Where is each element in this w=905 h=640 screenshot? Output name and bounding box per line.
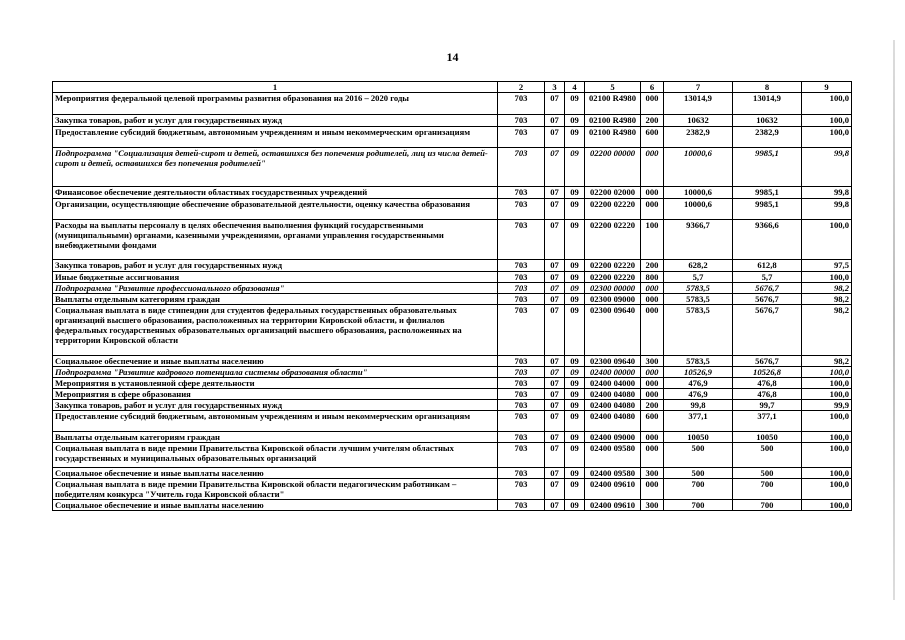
row-value-cell: 500 (664, 443, 733, 468)
row-value-cell: 200 (641, 260, 664, 272)
row-value-cell: 02400 09610 (585, 479, 641, 500)
row-value-cell: 99,9 (802, 400, 852, 411)
row-value-cell: 000 (641, 93, 664, 115)
row-value-cell: 97,5 (802, 260, 852, 272)
row-value-cell: 02100 R4980 (585, 93, 641, 115)
row-value-cell: 07 (545, 260, 565, 272)
row-value-cell: 09 (565, 127, 585, 148)
row-name-cell: Выплаты отдельным категориям граждан (53, 294, 498, 305)
table-row (53, 294, 852, 305)
row-value-cell: 600 (641, 411, 664, 432)
table-row (53, 199, 852, 220)
row-value-cell: 000 (641, 367, 664, 378)
row-value-cell: 09 (565, 500, 585, 511)
row-value-cell: 07 (545, 148, 565, 187)
row-value-cell: 600 (641, 127, 664, 148)
row-value-cell: 703 (498, 356, 545, 367)
row-value-cell: 09 (565, 115, 585, 127)
row-value-cell: 07 (545, 500, 565, 511)
row-value-cell: 703 (498, 115, 545, 127)
table-row (53, 400, 852, 411)
row-value-cell: 02300 00000 (585, 283, 641, 294)
row-value-cell: 07 (545, 443, 565, 468)
row-value-cell: 703 (498, 443, 545, 468)
column-header: 1 (53, 82, 498, 93)
row-value-cell: 5783,5 (664, 356, 733, 367)
row-value-cell: 000 (641, 432, 664, 443)
row-value-cell: 07 (545, 294, 565, 305)
row-name-cell: Финансовое обеспечение деятельности областных государственных учреждений (53, 187, 498, 199)
row-value-cell: 02200 02220 (585, 272, 641, 283)
row-value-cell: 07 (545, 283, 565, 294)
row-value-cell: 10526,9 (664, 367, 733, 378)
row-value-cell: 02300 09640 (585, 356, 641, 367)
row-name-cell: Мероприятия федеральной целевой программы развития образования на 2016 – 2020 годы (53, 93, 498, 115)
row-value-cell: 800 (641, 272, 664, 283)
row-value-cell: 628,2 (664, 260, 733, 272)
row-value-cell: 000 (641, 443, 664, 468)
table-row (53, 93, 852, 115)
row-value-cell: 10050 (664, 432, 733, 443)
row-value-cell: 200 (641, 115, 664, 127)
row-value-cell: 700 (733, 500, 802, 511)
row-value-cell: 100,0 (802, 220, 852, 260)
row-value-cell: 07 (545, 367, 565, 378)
row-value-cell: 703 (498, 283, 545, 294)
table-row (53, 115, 852, 127)
row-value-cell: 5,7 (733, 272, 802, 283)
table-row (53, 187, 852, 199)
row-value-cell: 5,7 (664, 272, 733, 283)
row-name-cell: Выплаты отдельным категориям граждан (53, 432, 498, 443)
row-value-cell: 300 (641, 500, 664, 511)
row-value-cell: 300 (641, 356, 664, 367)
row-value-cell: 02400 09580 (585, 443, 641, 468)
row-value-cell: 703 (498, 432, 545, 443)
row-value-cell: 07 (545, 356, 565, 367)
row-value-cell: 07 (545, 468, 565, 479)
row-value-cell: 07 (545, 115, 565, 127)
table-row (53, 443, 852, 468)
row-value-cell: 9366,6 (733, 220, 802, 260)
row-value-cell: 98,2 (802, 356, 852, 367)
row-value-cell: 000 (641, 305, 664, 356)
row-value-cell: 07 (545, 93, 565, 115)
row-value-cell: 000 (641, 148, 664, 187)
row-value-cell: 703 (498, 148, 545, 187)
row-value-cell: 02400 09580 (585, 468, 641, 479)
row-value-cell: 703 (498, 93, 545, 115)
row-value-cell: 98,2 (802, 283, 852, 294)
row-value-cell: 09 (565, 432, 585, 443)
row-name-cell: Предоставление субсидий бюджетным, автономным учреждениям и иным некоммерческим организациям (53, 127, 498, 148)
table-row (53, 367, 852, 378)
row-value-cell: 02300 09000 (585, 294, 641, 305)
row-value-cell: 9985,1 (733, 199, 802, 220)
column-header: 3 (545, 82, 565, 93)
row-value-cell: 100,0 (802, 389, 852, 400)
row-value-cell: 02400 04080 (585, 411, 641, 432)
table-row (53, 305, 852, 356)
row-value-cell: 100,0 (802, 272, 852, 283)
row-value-cell: 5783,5 (664, 294, 733, 305)
column-header: 8 (733, 82, 802, 93)
row-value-cell: 100,0 (802, 378, 852, 389)
row-value-cell: 09 (565, 356, 585, 367)
row-value-cell: 09 (565, 443, 585, 468)
row-value-cell: 09 (565, 389, 585, 400)
row-name-cell: Подпрограмма "Развитие кадрового потенциала системы образования области" (53, 367, 498, 378)
row-name-cell: Подпрограмма "Развитие профессионального образования" (53, 283, 498, 294)
row-name-cell: Закупка товаров, работ и услуг для государственных нужд (53, 400, 498, 411)
row-value-cell: 000 (641, 199, 664, 220)
row-value-cell: 612,8 (733, 260, 802, 272)
row-value-cell: 09 (565, 260, 585, 272)
row-value-cell: 476,8 (733, 378, 802, 389)
row-value-cell: 02400 04000 (585, 378, 641, 389)
row-value-cell: 02200 02220 (585, 220, 641, 260)
row-value-cell: 100,0 (802, 432, 852, 443)
row-value-cell: 100,0 (802, 500, 852, 511)
table-row (53, 260, 852, 272)
row-value-cell: 10632 (733, 115, 802, 127)
row-value-cell: 703 (498, 260, 545, 272)
row-value-cell: 100,0 (802, 93, 852, 115)
row-name-cell: Социальное обеспечение и иные выплаты населению (53, 500, 498, 511)
row-value-cell: 07 (545, 305, 565, 356)
row-value-cell: 100,0 (802, 411, 852, 432)
row-value-cell: 703 (498, 294, 545, 305)
row-value-cell: 000 (641, 187, 664, 199)
row-value-cell: 703 (498, 400, 545, 411)
table-row (53, 479, 852, 500)
column-header: 5 (585, 82, 641, 93)
row-value-cell: 377,1 (733, 411, 802, 432)
row-value-cell: 703 (498, 479, 545, 500)
row-value-cell: 10000,6 (664, 148, 733, 187)
row-value-cell: 02400 09000 (585, 432, 641, 443)
row-value-cell: 5783,5 (664, 305, 733, 356)
row-value-cell: 13014,9 (733, 93, 802, 115)
table-row (53, 220, 852, 260)
row-value-cell: 703 (498, 411, 545, 432)
page-number: 14 (446, 50, 459, 64)
table-row (53, 500, 852, 511)
row-value-cell: 09 (565, 400, 585, 411)
row-value-cell: 476,8 (733, 389, 802, 400)
row-value-cell: 99,8 (802, 148, 852, 187)
row-value-cell: 07 (545, 378, 565, 389)
scan-edge-mark (893, 40, 895, 600)
row-value-cell: 100,0 (802, 367, 852, 378)
row-value-cell: 07 (545, 389, 565, 400)
row-value-cell: 09 (565, 187, 585, 199)
row-value-cell: 703 (498, 468, 545, 479)
row-value-cell: 99,8 (802, 199, 852, 220)
row-value-cell: 07 (545, 479, 565, 500)
row-value-cell: 500 (664, 468, 733, 479)
row-value-cell: 9985,1 (733, 148, 802, 187)
row-value-cell: 703 (498, 272, 545, 283)
row-value-cell: 703 (498, 367, 545, 378)
row-value-cell: 9366,7 (664, 220, 733, 260)
table-row (53, 411, 852, 432)
row-value-cell: 02200 00000 (585, 148, 641, 187)
row-value-cell: 07 (545, 127, 565, 148)
row-value-cell: 02400 00000 (585, 367, 641, 378)
row-value-cell: 10000,6 (664, 199, 733, 220)
row-value-cell: 100 (641, 220, 664, 260)
row-value-cell: 10000,6 (664, 187, 733, 199)
row-value-cell: 09 (565, 378, 585, 389)
row-value-cell: 07 (545, 272, 565, 283)
row-value-cell: 99,8 (664, 400, 733, 411)
row-value-cell: 703 (498, 305, 545, 356)
row-name-cell: Иные бюджетные ассигнования (53, 272, 498, 283)
row-value-cell: 09 (565, 479, 585, 500)
table-header-row (53, 82, 852, 93)
row-value-cell: 07 (545, 400, 565, 411)
table-row (53, 432, 852, 443)
row-value-cell: 10526,8 (733, 367, 802, 378)
row-value-cell: 000 (641, 378, 664, 389)
row-name-cell: Расходы на выплаты персоналу в целях обеспечения выполнения функций государственными (муниципальными) органами, казенными учреждениями, органами управления государственными внебюджетными фондами (53, 220, 498, 260)
row-value-cell: 07 (545, 199, 565, 220)
row-value-cell: 09 (565, 305, 585, 356)
row-value-cell: 07 (545, 220, 565, 260)
row-name-cell: Мероприятия в сфере образования (53, 389, 498, 400)
row-value-cell: 9985,1 (733, 187, 802, 199)
row-value-cell: 100,0 (802, 468, 852, 479)
table-row (53, 468, 852, 479)
row-value-cell: 98,2 (802, 294, 852, 305)
row-value-cell: 02400 09610 (585, 500, 641, 511)
row-value-cell: 000 (641, 479, 664, 500)
row-value-cell: 703 (498, 378, 545, 389)
row-value-cell: 500 (733, 468, 802, 479)
row-value-cell: 000 (641, 389, 664, 400)
row-value-cell: 476,9 (664, 389, 733, 400)
budget-table (52, 81, 852, 511)
table-row (53, 283, 852, 294)
row-value-cell: 02400 04080 (585, 400, 641, 411)
row-value-cell: 09 (565, 283, 585, 294)
row-value-cell: 5676,7 (733, 356, 802, 367)
row-value-cell: 2382,9 (664, 127, 733, 148)
row-value-cell: 09 (565, 199, 585, 220)
row-name-cell: Предоставление субсидий бюджетным, автономным учреждениям и иным некоммерческим организациям (53, 411, 498, 432)
table-row (53, 148, 852, 187)
column-header: 2 (498, 82, 545, 93)
row-value-cell: 703 (498, 199, 545, 220)
column-header: 4 (565, 82, 585, 93)
row-value-cell: 703 (498, 220, 545, 260)
column-header: 7 (664, 82, 733, 93)
table-body (53, 93, 852, 511)
row-value-cell: 07 (545, 187, 565, 199)
row-value-cell: 2382,9 (733, 127, 802, 148)
row-name-cell: Мероприятия в установленной сфере деятельности (53, 378, 498, 389)
row-value-cell: 09 (565, 367, 585, 378)
row-value-cell: 000 (641, 294, 664, 305)
row-value-cell: 700 (664, 500, 733, 511)
row-value-cell: 476,9 (664, 378, 733, 389)
row-value-cell: 99,7 (733, 400, 802, 411)
row-value-cell: 377,1 (664, 411, 733, 432)
row-value-cell: 000 (641, 283, 664, 294)
row-name-cell: Закупка товаров, работ и услуг для государственных нужд (53, 115, 498, 127)
row-value-cell: 09 (565, 148, 585, 187)
row-value-cell: 09 (565, 220, 585, 260)
row-name-cell: Социальная выплата в виде стипендии для студентов федеральных государственных образовательных организаций высшего образования, расположенных на территории Кировской области, и филиалов федеральных государственных образовательных организаций высшего образования, расположенных на территории Кировской области (53, 305, 498, 356)
row-name-cell: Закупка товаров, работ и услуг для государственных нужд (53, 260, 498, 272)
row-value-cell: 07 (545, 432, 565, 443)
row-name-cell: Социальная выплата в виде премии Правительства Кировской области педагогическим работникам – победителям конкурса "Учитель года Кировской области" (53, 479, 498, 500)
row-value-cell: 5783,5 (664, 283, 733, 294)
row-value-cell: 100,0 (802, 443, 852, 468)
row-value-cell: 02200 02220 (585, 260, 641, 272)
row-value-cell: 99,8 (802, 187, 852, 199)
row-value-cell: 09 (565, 272, 585, 283)
row-value-cell: 100,0 (802, 127, 852, 148)
table-row (53, 356, 852, 367)
row-name-cell: Подпрограмма "Социализация детей-сирот и детей, оставшихся без попечения родителей, лиц из числа детей-сирот и детей, оставшихся без попечения родителей" (53, 148, 498, 187)
row-value-cell: 02100 R4980 (585, 115, 641, 127)
row-name-cell: Социальное обеспечение и иные выплаты населению (53, 468, 498, 479)
row-value-cell: 5676,7 (733, 294, 802, 305)
row-value-cell: 10632 (664, 115, 733, 127)
row-value-cell: 09 (565, 93, 585, 115)
row-value-cell: 300 (641, 468, 664, 479)
row-value-cell: 02300 09640 (585, 305, 641, 356)
row-value-cell: 200 (641, 400, 664, 411)
row-value-cell: 703 (498, 127, 545, 148)
row-value-cell: 07 (545, 411, 565, 432)
row-value-cell: 700 (664, 479, 733, 500)
row-value-cell: 13014,9 (664, 93, 733, 115)
row-value-cell: 700 (733, 479, 802, 500)
row-value-cell: 09 (565, 294, 585, 305)
row-value-cell: 100,0 (802, 115, 852, 127)
table-row (53, 127, 852, 148)
row-value-cell: 703 (498, 187, 545, 199)
row-value-cell: 02100 R4980 (585, 127, 641, 148)
row-value-cell: 02200 02000 (585, 187, 641, 199)
row-value-cell: 09 (565, 468, 585, 479)
row-value-cell: 98,2 (802, 305, 852, 356)
row-value-cell: 10050 (733, 432, 802, 443)
row-value-cell: 09 (565, 411, 585, 432)
row-value-cell: 500 (733, 443, 802, 468)
table-row (53, 378, 852, 389)
row-value-cell: 100,0 (802, 479, 852, 500)
row-value-cell: 703 (498, 500, 545, 511)
row-name-cell: Организации, осуществляющие обеспечение образовательной деятельности, оценку качества образования (53, 199, 498, 220)
column-header: 9 (802, 82, 852, 93)
column-header: 6 (641, 82, 664, 93)
table-row (53, 272, 852, 283)
row-value-cell: 703 (498, 389, 545, 400)
row-value-cell: 5676,7 (733, 305, 802, 356)
table-row (53, 389, 852, 400)
row-value-cell: 5676,7 (733, 283, 802, 294)
row-name-cell: Социальная выплата в виде премии Правительства Кировской области лучшим учителям областных государственных и муниципальных образовательных организаций (53, 443, 498, 468)
row-value-cell: 02400 04080 (585, 389, 641, 400)
row-value-cell: 02200 02220 (585, 199, 641, 220)
row-name-cell: Социальное обеспечение и иные выплаты населению (53, 356, 498, 367)
